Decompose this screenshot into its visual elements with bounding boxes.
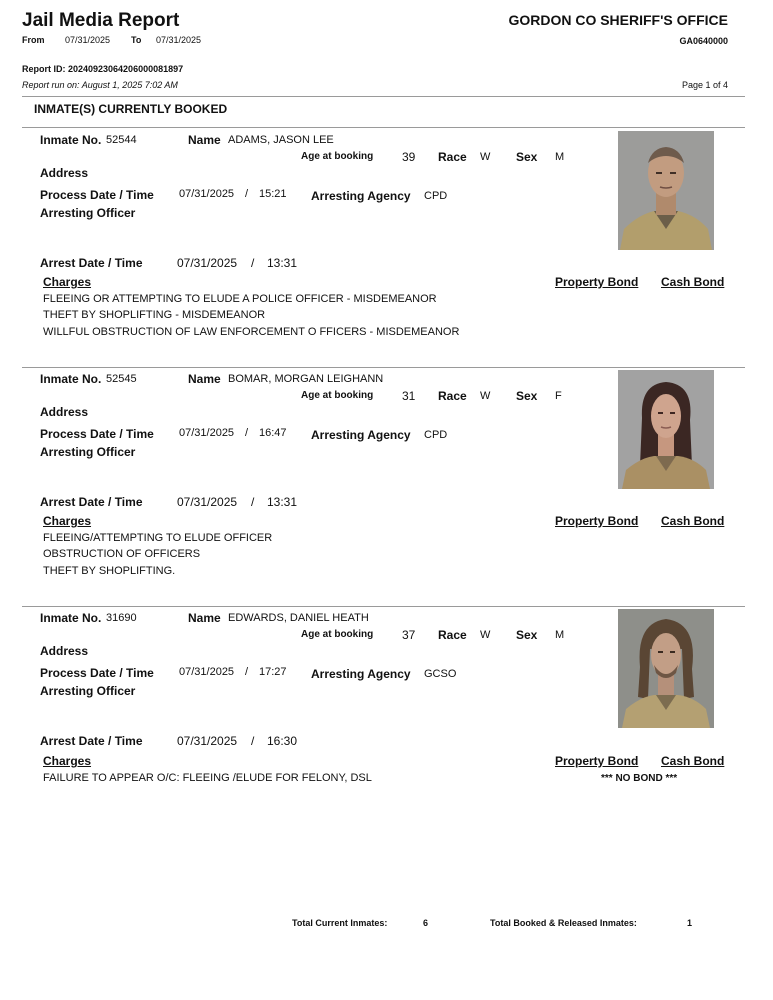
process-time: 15:21 — [259, 188, 287, 200]
header-divider — [22, 96, 745, 97]
report-run-on: Report run on: August 1, 2025 7:02 AM — [22, 80, 178, 90]
sex-label: Sex — [516, 628, 538, 642]
charge-line: FLEEING OR ATTEMPTING TO ELUDE A POLICE OFFICER - MISDEMEANOR — [43, 293, 437, 305]
process-date: 07/31/2025 — [179, 188, 235, 200]
charge-line: FLEEING/ATTEMPTING TO ELUDE OFFICER — [43, 532, 273, 544]
arrest-time: 16:30 — [267, 734, 298, 748]
officer-label: Arresting Officer — [40, 206, 136, 220]
agency-label: Arresting Agency — [311, 667, 411, 681]
charges-label: Charges — [43, 275, 92, 289]
arrest-date: 07/31/2025 — [177, 734, 238, 748]
arrest-time: 13:31 — [267, 495, 298, 509]
total-released-label: Total Booked & Released Inmates: — [490, 918, 637, 928]
total-current-value: 6 — [423, 918, 429, 928]
inmate-no-label: Inmate No. — [40, 611, 102, 625]
name-value: ADAMS, JASON LEE — [228, 134, 334, 146]
cash-bond-label: Cash Bond — [661, 275, 725, 289]
sex-value: F — [555, 390, 562, 402]
race-value: W — [480, 629, 491, 641]
slash: / — [251, 734, 255, 748]
agency-value: GCSO — [424, 668, 457, 680]
property-bond-label: Property Bond — [555, 514, 639, 528]
arrest-date: 07/31/2025 — [177, 256, 238, 270]
inmate-no-label: Inmate No. — [40, 372, 102, 386]
race-value: W — [480, 151, 491, 163]
inmate-no-value: 31690 — [106, 612, 137, 624]
charge-line: OBSTRUCTION OF OFFICERS — [43, 548, 201, 560]
name-value: BOMAR, MORGAN LEIGHANN — [228, 373, 384, 385]
process-label: Process Date / Time — [40, 427, 154, 441]
property-bond-label: Property Bond — [555, 275, 639, 289]
name-label: Name — [188, 611, 221, 625]
name-label: Name — [188, 372, 221, 386]
age-label: Age at booking — [301, 151, 374, 162]
slash: / — [245, 666, 249, 678]
sex-label: Sex — [516, 150, 538, 164]
section-title: INMATE(S) CURRENTLY BOOKED — [34, 102, 228, 116]
race-label: Race — [438, 389, 467, 403]
sex-label: Sex — [516, 389, 538, 403]
cash-bond-label: Cash Bond — [661, 754, 725, 768]
charges-label: Charges — [43, 754, 92, 768]
slash: / — [245, 188, 249, 200]
race-label: Race — [438, 150, 467, 164]
property-bond-label: Property Bond — [555, 754, 639, 768]
slash: / — [251, 495, 255, 509]
mugshot-photo — [618, 609, 714, 728]
name-label: Name — [188, 133, 221, 147]
age-value: 37 — [402, 628, 416, 642]
process-date: 07/31/2025 — [179, 666, 235, 678]
race-value: W — [480, 390, 491, 402]
no-bond-note: *** NO BOND *** — [601, 773, 678, 784]
agency-label: Arresting Agency — [311, 428, 411, 442]
inmate-no-value: 52545 — [106, 373, 137, 385]
agency-value: CPD — [424, 429, 448, 441]
process-label: Process Date / Time — [40, 188, 154, 202]
mugshot-photo — [618, 370, 714, 489]
record-divider — [22, 367, 745, 368]
record-divider — [22, 606, 745, 607]
process-time: 16:47 — [259, 427, 287, 439]
page-number: Page 1 of 4 — [681, 80, 728, 90]
to-date: 07/31/2025 — [156, 35, 202, 45]
arrest-date: 07/31/2025 — [177, 495, 238, 509]
process-time: 17:27 — [259, 666, 287, 678]
address-label: Address — [40, 644, 89, 658]
charge-line: THEFT BY SHOPLIFTING - MISDEMEANOR — [43, 309, 266, 321]
total-current-label: Total Current Inmates: — [292, 918, 388, 928]
sex-value: M — [555, 629, 565, 641]
agency-value: CPD — [424, 190, 448, 202]
arrest-label: Arrest Date / Time — [40, 256, 143, 270]
inmate-no-label: Inmate No. — [40, 133, 102, 147]
charge-line: WILLFUL OBSTRUCTION OF LAW ENFORCEMENT O FFICERS - MISDEMEANOR — [43, 326, 460, 338]
cash-bond-label: Cash Bond — [661, 514, 725, 528]
sex-value: M — [555, 151, 565, 163]
age-label: Age at booking — [301, 629, 374, 640]
to-label: To — [131, 35, 142, 45]
age-value: 31 — [402, 389, 416, 403]
charges-label: Charges — [43, 514, 92, 528]
age-label: Age at booking — [301, 390, 374, 401]
report-id: Report ID: 20240923064206000081897 — [22, 64, 184, 74]
agency-label: Arresting Agency — [311, 189, 411, 203]
charge-line: THEFT BY SHOPLIFTING. — [43, 565, 176, 577]
from-date: 07/31/2025 — [65, 35, 111, 45]
total-released-value: 1 — [687, 918, 693, 928]
from-label: From — [22, 35, 45, 45]
slash: / — [251, 256, 255, 270]
slash: / — [245, 427, 249, 439]
arrest-label: Arrest Date / Time — [40, 734, 143, 748]
address-label: Address — [40, 166, 89, 180]
agency-name: GORDON CO SHERIFF'S OFFICE — [508, 12, 728, 28]
process-date: 07/31/2025 — [179, 427, 235, 439]
section-divider — [22, 127, 745, 128]
ori-code: GA0640000 — [679, 36, 728, 46]
charge-line: FAILURE TO APPEAR O/C: FLEEING /ELUDE FOR FELONY, DSL — [43, 772, 372, 784]
race-label: Race — [438, 628, 467, 642]
report-title: Jail Media Report — [22, 10, 180, 31]
process-label: Process Date / Time — [40, 666, 154, 680]
age-value: 39 — [402, 150, 416, 164]
address-label: Address — [40, 405, 89, 419]
mugshot-photo — [618, 131, 714, 250]
officer-label: Arresting Officer — [40, 684, 136, 698]
arrest-time: 13:31 — [267, 256, 298, 270]
inmate-no-value: 52544 — [106, 134, 137, 146]
officer-label: Arresting Officer — [40, 445, 136, 459]
name-value: EDWARDS, DANIEL HEATH — [228, 612, 369, 624]
arrest-label: Arrest Date / Time — [40, 495, 143, 509]
